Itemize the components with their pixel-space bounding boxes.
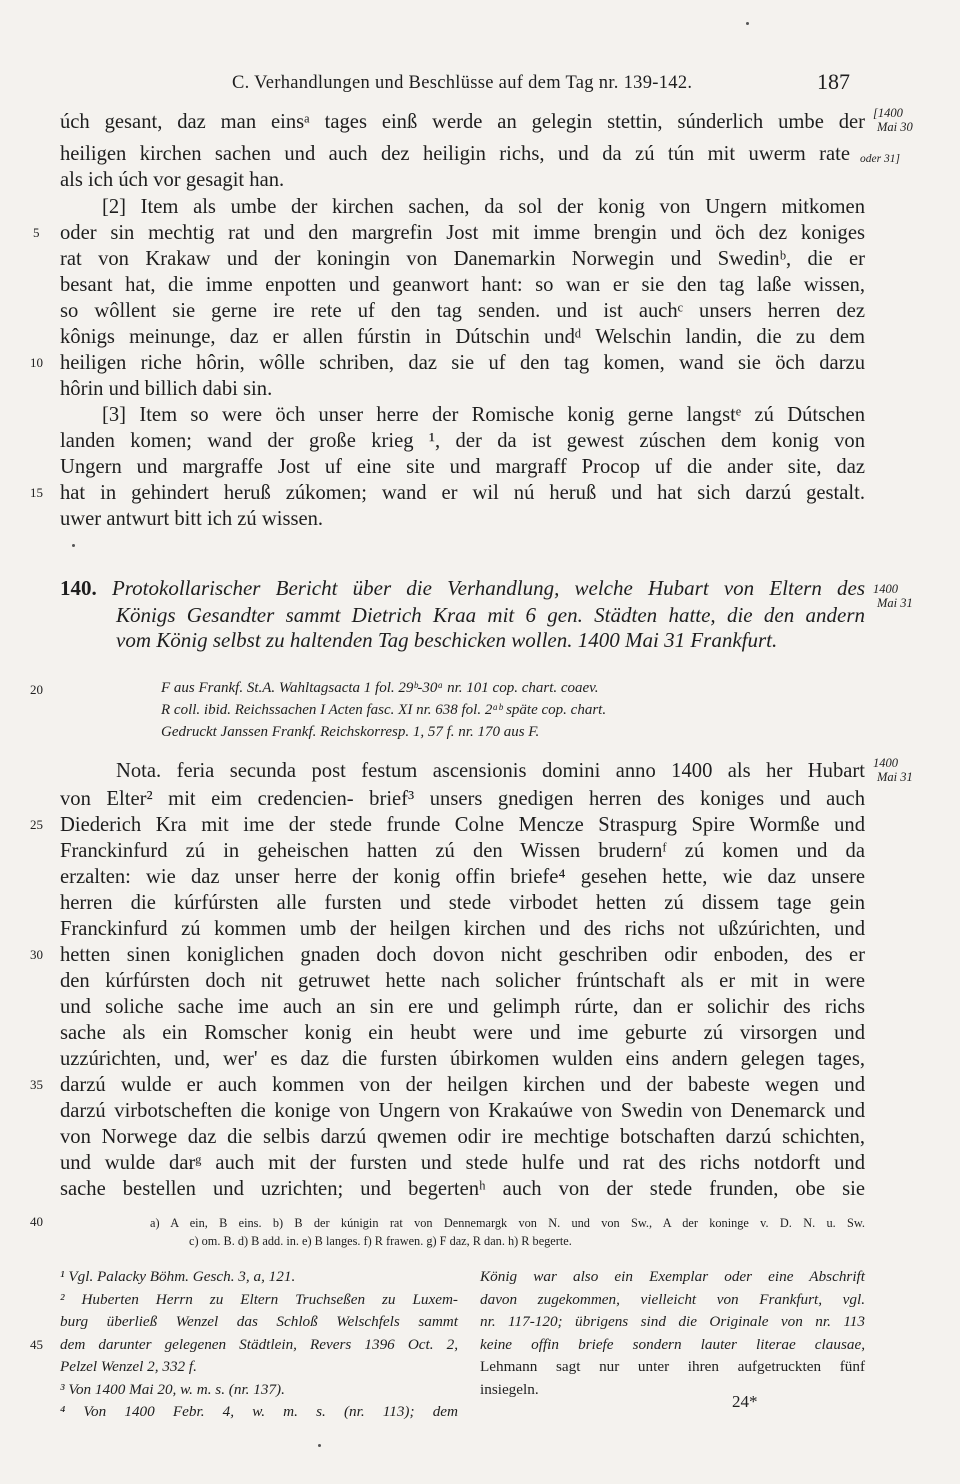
footnote: ¹ Vgl. Palacky Böhm. Gesch. 3, a, 121. (60, 1268, 296, 1285)
text-line: Diederich Kra mit ime der stede frunde Colne Mencze Straspurg Spire Wormße und (60, 814, 865, 836)
signature-mark: 24* (732, 1392, 758, 1411)
footnote: insiegeln. (480, 1380, 539, 1398)
footnote: ² Huberten Herrn zu Eltern Truchseßen zu Luxem- (60, 1290, 458, 1308)
source-note: F aus Frankf. St.A. Wahltagsacta 1 fol. 29ᵇ-30ᵃ nr. 101 cop. chart. coaev. (161, 680, 599, 696)
text-line: [2] Item als umbe der kirchen sachen, da sol der konig von Ungern mitkomen (102, 196, 865, 218)
text-line: Ungern und margraffe Jost uf eine site und margraff Procop uf die ander site, daz (60, 456, 865, 478)
text-line: sache bestellen und uzrichten; und begertenʰ auch von der stede frunden, obe sie (60, 1178, 865, 1200)
text-line: heiligen kirchen sachen und auch dez heiligin richs, und da zú tún mit uwerm rate (60, 143, 850, 165)
text-line: darzú virbotscheften die konige von Ungern von Krakaúwe von Swedin von Denemarck und (60, 1100, 865, 1122)
variant-note: c) om. B. d) B add. in. e) B langes. f) R frawen. g) F daz, R dan. h) R begerte. (189, 1234, 572, 1248)
text-line: uwer antwurt bitt ich zú wissen. (60, 508, 324, 530)
text-line: den kúrfúrsten doch nit getruwet hette nach solicher frúntschaft als er mit in were (60, 970, 865, 992)
text-line: Nota. feria secunda post festum ascensionis domini anno 1400 als her Hubart (116, 760, 865, 782)
footnote: ³ Von 1400 Mai 20, w. m. s. (nr. 137). (60, 1380, 285, 1398)
text-line: uzzúrichten, und, wer' es daz die fursten úbirkomen wulden eins andern gelegen tages, (60, 1048, 865, 1070)
line-number: 30 (30, 947, 43, 962)
speck (72, 544, 75, 547)
text-line: hôrin und billich dabi sin. (60, 378, 273, 400)
heading-line: Königs Gesandter sammt Dietrich Kraa mit 6 gen. Städten hatte, die den andern (116, 603, 865, 627)
footnote: König war also ein Exemplar oder eine Abschrift (480, 1268, 865, 1285)
line-number: 45 (30, 1337, 43, 1352)
line-number: 25 (30, 817, 43, 832)
line-number: 35 (30, 1077, 43, 1092)
footnote: ⁴ Von 1400 Febr. 4, w. m. s. (nr. 113); dem (60, 1403, 458, 1420)
footnote: keine offin briefe sondern lauter literae clausae, (480, 1335, 865, 1353)
text-line: von Norwege daz die selbis darzú qwemen odir ire mechtige botschaften darzú schichten, (60, 1126, 865, 1148)
variant-note: a) A ein, B eins. b) B der kúnigin rat von Dennemargk von N. und von Sw., A der koninge v. D. N. u. Sw. (150, 1216, 865, 1230)
line-number: 20 (30, 682, 43, 697)
footnote: davon zugekommen, vielleicht von Frankfurt, vgl. (480, 1290, 865, 1308)
text-line: úch gesant, daz man einsᵃ tages einß werde an gelegin stettin, súnderlich umbe der (60, 111, 865, 133)
text-line: erzalten: wie daz unser herre der konig offin briefe⁴ gesehen hette, wie daz unsere (60, 866, 865, 888)
text-line: heiligen riche hôrin, wôlle schriben, daz sie uf den tag komen, wand sie öch darzu (60, 352, 865, 374)
text-line: herren die kúrfúrsten alle fursten und stede virbodet hetten zú dissem tage gein (60, 892, 865, 914)
footnote: nr. 117-120; übrigens sind die Originale von nr. 113 (480, 1313, 865, 1330)
footnote: burg überließ Wenzel das Schloß Welschfels sammt (60, 1313, 458, 1330)
margin-date-note: [1400 Mai 30 (873, 106, 913, 134)
speck (746, 22, 749, 25)
text-line: oder sin mechtig rat und den margrefin Jost mit imme brengin und öch dez koniges (60, 222, 865, 244)
running-head-title: C. Verhandlungen und Beschlüsse auf dem Tag nr. 139-142. (232, 73, 693, 93)
text-line: Franckinfurd zú in geheischen hatten zú den Wissen brudernᶠ zú komen und da (60, 840, 865, 862)
margin-date-note: oder 31] (860, 153, 900, 165)
footnotes-left (60, 1266, 458, 1424)
footnotes-right (480, 1266, 865, 1401)
document-number: 140. (60, 576, 97, 600)
footnote: dem darunter gelegenen Städtlein, Revers 1396 Oct. 2, (60, 1335, 458, 1353)
heading-line: 140. Protokollarischer Bericht über die Verhandlung, welche Hubart von Eltern des (60, 576, 866, 600)
text-line: Franckinfurd zú kommen umb der heilgen kirchen und des richs not ußzúrichten, und (60, 918, 865, 940)
line-number: 40 (30, 1214, 43, 1229)
text-line: besant hat, die imme enpotten und geanwort hant: so wan er sie den tag laße wissen, (60, 274, 865, 296)
text-line: rat von Krakaw und der koningin von Danemarkin Norwegin und Swedinᵇ, die er (60, 248, 865, 270)
source-note: Gedruckt Janssen Frankf. Reichskorresp. 1, 57 f. nr. 170 aus F. (161, 724, 540, 740)
source-note: R coll. ibid. Reichssachen I Acten fasc. XI nr. 638 fol. 2ᵃᵇ späte cop. chart. (161, 702, 607, 718)
speck (318, 1444, 321, 1447)
text-line: [3] Item so were öch unser herre der Romische konig gerne langstᵉ zú Dútschen (102, 404, 865, 426)
text-line: hetten sinen koniglichen gnaden doch dovon nicht geschriben odir enboden, des er (60, 944, 865, 966)
footnote: Pelzel Wenzel 2, 332 f. (60, 1358, 197, 1375)
text-line: so wôllent sie gerne ire rete uf den tag senden. und ist auchᶜ unsers herren dez (60, 300, 865, 322)
text-line: und soliche sache ime auch an sin ere und gelimph rúrte, dan er solichir des richs (60, 996, 865, 1018)
text-line: sache als ein Romscher konig ein heubt were und ime geburte zú virsorgen und (60, 1022, 865, 1044)
page-number: 187 (817, 69, 850, 94)
text-line: landen komen; wand der große krieg ¹, der da ist gewest zúschen dem konig von (60, 430, 865, 452)
text-line: und wulde darᵍ auch mit der fursten und stede hulfe und rat des richs notdorft und (60, 1152, 865, 1174)
running-head (0, 69, 960, 101)
text-line: kônigs meinunge, daz er allen fúrstin in Dútschin undᵈ Welschin landin, die zu dem (60, 326, 865, 348)
text-line: hat in gehindert heruß zúkomen; wand er wil nú heruß und hat sich darzú gestalt. (60, 482, 865, 504)
heading-line: vom König selbst zu haltenden Tag beschicken wollen. 1400 Mai 31 Frankfurt. (116, 628, 778, 652)
text-line: von Elter² mit eim credencien- brief³ unsers gnedigen herren des koniges und auch (60, 788, 865, 810)
margin-date-note: 1400 Mai 31 (873, 756, 913, 784)
line-number: 5 (33, 225, 40, 240)
text-line: als ich úch vor gesagit han. (60, 169, 285, 191)
margin-date-note: 1400 Mai 31 (873, 582, 913, 610)
text-line: darzú wulde er auch kommen von der heilgen kirchen und der babeste wegen und (60, 1074, 865, 1096)
line-number: 10 (30, 355, 43, 370)
line-number: 15 (30, 485, 43, 500)
footnote: Lehmann sagt nur unter ihren aufgetruckten fünf (480, 1358, 865, 1375)
